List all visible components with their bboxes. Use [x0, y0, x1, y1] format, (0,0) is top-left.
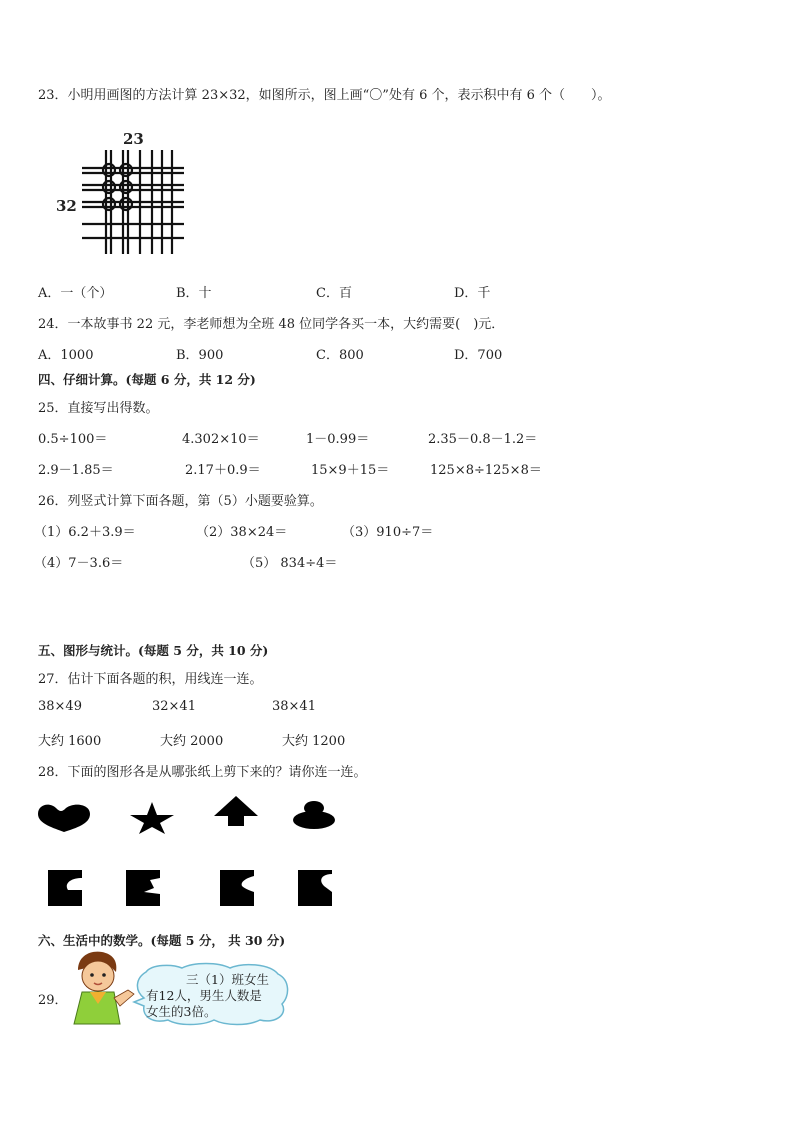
q23-option-c: C．百 [316, 286, 352, 301]
section5-heading: 五、图形与统计。(每题 5 分，共 10 分) [38, 643, 269, 658]
paper-arrow-cut-icon [296, 868, 336, 908]
grid-left-label: 32 [56, 197, 77, 215]
q23-option-b: B．十 [176, 286, 212, 301]
q28-text: 28．下面的图形各是从哪张纸上剪下来的？请你连一连。 [38, 765, 367, 780]
q25-r1-item2: 4.302×10＝ [182, 432, 260, 447]
q27-expression-2: 32×41 [152, 699, 196, 714]
q27-estimate-2: 大约 2000 [160, 734, 224, 749]
q27-text: 27．估计下面各题的积，用线连一连。 [38, 672, 263, 687]
q25-r2-item1: 2.9－1.85＝ [38, 463, 114, 478]
bubble-line-2: 有12人，男生人数是 [146, 988, 262, 1003]
bubble-line-3: 女生的3倍。 [146, 1004, 217, 1019]
q25-r2-item2: 2.17＋0.9＝ [185, 463, 261, 478]
q29-number: 29． [38, 993, 68, 1008]
q25-r1-item3: 1－0.99＝ [306, 432, 370, 447]
q26-r2-item1: （4）7－3.6＝ [34, 556, 124, 571]
q26-r1-item3: （3）910÷7＝ [342, 525, 434, 540]
q26-r1-item1: （1）6.2＋3.9＝ [34, 525, 136, 540]
paper-star-cut-icon [124, 868, 164, 908]
bubble-line-1: 三（1）班女生 [186, 972, 269, 987]
q25-r1-item1: 0.5÷100＝ [38, 432, 108, 447]
q26-r1-item2: （2）38×24＝ [196, 525, 288, 540]
q23-option-d: D．千 [454, 286, 491, 301]
grid-top-label: 23 [123, 130, 144, 148]
q27-estimate-1: 大约 1600 [38, 734, 102, 749]
paper-mushroom-cut-icon [218, 868, 258, 908]
q24-option-c: C．800 [316, 348, 364, 363]
q23-text: 23．小明用画图的方法计算 23×32，如图所示，图上画“〇”处有 6 个，表示积中有 6 个（ ）。 [38, 88, 611, 103]
q27-expression-3: 38×41 [272, 699, 316, 714]
q26-text: 26．列竖式计算下面各题，第（5）小题要验算。 [38, 494, 323, 509]
q24-option-a: A．1000 [38, 348, 94, 363]
star-shape-icon [122, 796, 182, 836]
q25-r2-item4: 125×8÷125×8＝ [430, 463, 542, 478]
paper-heart-cut-icon [46, 868, 86, 908]
q27-estimate-3: 大约 1200 [282, 734, 346, 749]
q26-r2-item2: （5） 834÷4＝ [242, 556, 338, 571]
section6-heading: 六、生活中的数学。(每题 5 分， 共 30 分) [38, 933, 286, 948]
q25-r2-item3: 15×9＋15＝ [311, 463, 390, 478]
q25-r1-item4: 2.35－0.8－1.2＝ [428, 432, 538, 447]
multiplication-grid-drawing [78, 148, 198, 258]
q24-text: 24．一本故事书 22 元，李老师想为全班 48 位同学各买一本，大约需要( )元． [38, 317, 505, 332]
q24-option-d: D．700 [454, 348, 503, 363]
q25-text: 25．直接写出得数。 [38, 401, 159, 416]
mushroom-shape-icon [288, 798, 348, 838]
q24-option-b: B．900 [176, 348, 224, 363]
q27-expression-1: 38×49 [38, 699, 82, 714]
arrow-tree-shape-icon [206, 794, 266, 834]
section4-heading: 四、仔细计算。(每题 6 分，共 12 分) [38, 372, 256, 387]
heart-shape-icon [36, 796, 96, 836]
q23-option-a: A．一（个） [38, 286, 113, 301]
